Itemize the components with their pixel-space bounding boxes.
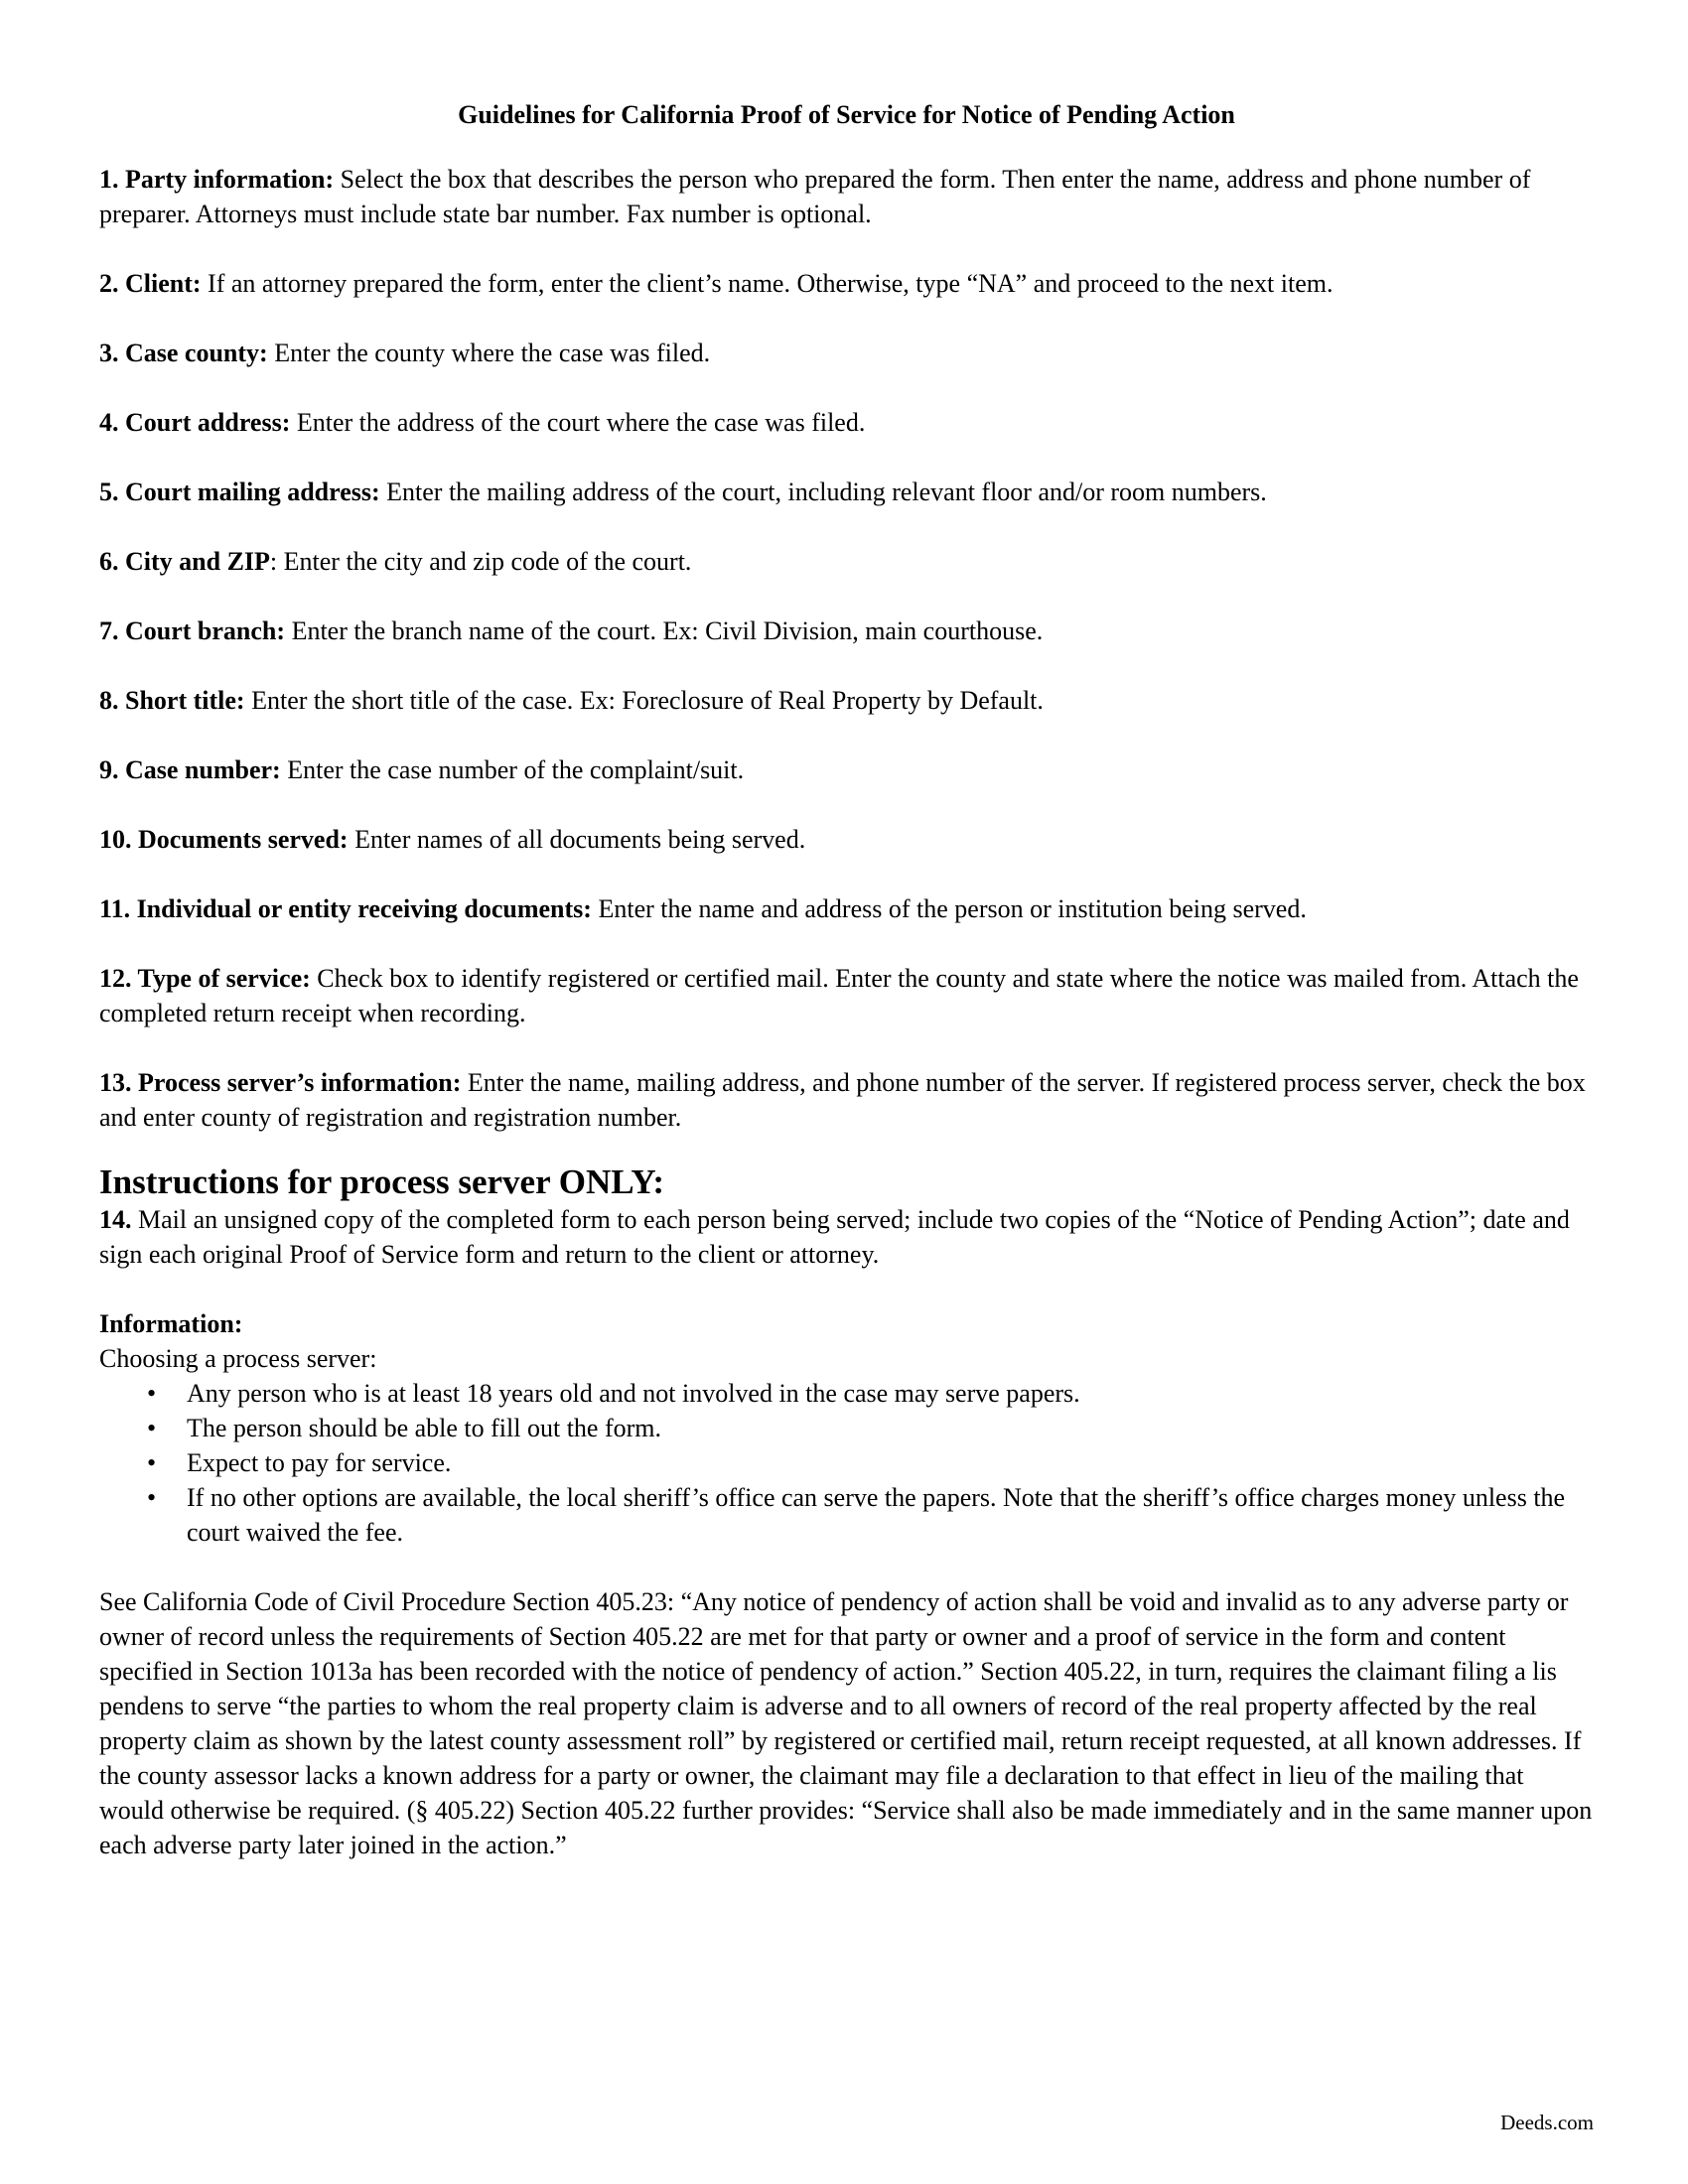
- item-label: 7. Court branch:: [99, 616, 286, 645]
- item-label: 8. Short title:: [99, 686, 245, 715]
- guideline-item-5: [99, 475, 1594, 509]
- item-text: Enter the name, mailing address, and phone number of the server. If registered process server, check the box and enter county of registration and registration number.: [99, 1068, 1586, 1132]
- list-item-text: Expect to pay for service.: [187, 1448, 452, 1477]
- item-text: Enter names of all documents being served.: [348, 825, 806, 854]
- bullet-icon: •: [147, 1379, 157, 1408]
- item-text: Enter the county where the case was filed.: [267, 339, 711, 367]
- guideline-item-12: [99, 961, 1594, 1030]
- bullet-icon: •: [147, 1414, 157, 1442]
- list-item-text: The person should be able to fill out the form.: [187, 1414, 662, 1442]
- guideline-item-6: [99, 544, 1594, 579]
- document-title: Guidelines for California Proof of Service for Notice of Pending Action: [458, 100, 1235, 129]
- list-item: [99, 1445, 1594, 1480]
- item-text: Enter the mailing address of the court, including relevant floor and/or room numbers.: [379, 478, 1267, 506]
- item-text: Select the box that describes the person who prepared the form. Then enter the name, address and phone number of preparer. Attorneys must include state bar number. Fax number is optional.: [99, 165, 1531, 228]
- guideline-item-8: [99, 683, 1594, 718]
- document-page: [99, 97, 1594, 1862]
- information-intro: Choosing a process server:: [99, 1344, 377, 1373]
- item-label: 10. Documents served:: [99, 825, 349, 854]
- item-label: 3. Case county:: [99, 339, 268, 367]
- guideline-item-3: [99, 336, 1594, 370]
- item-label: 2. Client:: [99, 269, 202, 298]
- item-label: 1. Party information:: [99, 165, 335, 194]
- bullet-icon: •: [147, 1448, 157, 1477]
- guideline-item-9: [99, 752, 1594, 787]
- item-label: 11. Individual or entity receiving documents:: [99, 894, 592, 923]
- guideline-item-7: [99, 614, 1594, 648]
- guideline-item-14: [99, 1202, 1594, 1272]
- item-label: 6. City and ZIP: [99, 547, 270, 576]
- item-text: : Enter the city and zip code of the court.: [269, 547, 692, 576]
- item-label: 5. Court mailing address:: [99, 478, 380, 506]
- process-server-heading: Instructions for process server ONLY:: [99, 1162, 665, 1201]
- list-item: [99, 1411, 1594, 1445]
- item-text: Mail an unsigned copy of the completed form to each person being served; include two copies of the “Notice of Pending Action”; date and sign each original Proof of Service form and return to the client or attorney.: [99, 1205, 1570, 1269]
- guideline-item-13: [99, 1065, 1594, 1135]
- list-item-text: If no other options are available, the local sheriff’s office can serve the papers. Note that the sheriff’s office charges money unless the court waived the fee.: [187, 1483, 1566, 1547]
- list-item: [99, 1376, 1594, 1411]
- item-label: 9. Case number:: [99, 755, 281, 784]
- information-heading: Information:: [99, 1309, 243, 1338]
- item-text: Enter the short title of the case. Ex: Foreclosure of Real Property by Default.: [244, 686, 1044, 715]
- guideline-item-1: [99, 162, 1594, 231]
- item-text: Enter the case number of the complaint/suit.: [280, 755, 745, 784]
- item-label: 14.: [99, 1205, 132, 1234]
- item-label: 12. Type of service:: [99, 964, 311, 993]
- statute-paragraph: See California Code of Civil Procedure Section 405.23: “Any notice of pendency of action shall be void and invalid as to any adverse party or owner of record unless the requirements of Section 405.22 are met for that party or owner and a proof of service in the form and content specified in Section 1013a has been recorded with the notice of pendency of action.” Section 405.22, in turn, requires the claimant filing a lis pendens to serve “the parties to whom the real property claim is adverse and to all owners of record of the real property affected by the real property claim as shown by the latest county assessment roll” by registered or certified mail, return receipt requested, at all known addresses. If the county assessor lacks a known address for a party or owner, the claimant may file a declaration to that effect in lieu of the mailing that would otherwise be required. (§ 405.22) Section 405.22 further provides: “Service shall also be made immediately and in the same manner upon each adverse party later joined in the action.”: [99, 1587, 1593, 1859]
- item-text: Enter the branch name of the court. Ex: Civil Division, main courthouse.: [285, 616, 1044, 645]
- item-text: Enter the name and address of the person or institution being served.: [591, 894, 1307, 923]
- list-item-text: Any person who is at least 18 years old and not involved in the case may serve papers.: [187, 1379, 1080, 1408]
- item-label: 13. Process server’s information:: [99, 1068, 462, 1097]
- guideline-item-2: [99, 266, 1594, 301]
- item-label: 4. Court address:: [99, 408, 291, 437]
- bullet-icon: •: [147, 1483, 157, 1512]
- footer-brand: Deeds.com: [1500, 2111, 1594, 2134]
- guideline-item-10: [99, 822, 1594, 857]
- guideline-item-11: [99, 891, 1594, 926]
- item-text: If an attorney prepared the form, enter the client’s name. Otherwise, type “NA” and proceed to the next item.: [201, 269, 1334, 298]
- guideline-item-4: [99, 405, 1594, 440]
- item-text: Enter the address of the court where the case was filed.: [290, 408, 866, 437]
- list-item: [99, 1480, 1594, 1550]
- item-text: Check box to identify registered or certified mail. Enter the county and state where the notice was mailed from. Attach the completed return receipt when recording.: [99, 964, 1579, 1027]
- process-server-bullet-list: [99, 1376, 1594, 1550]
